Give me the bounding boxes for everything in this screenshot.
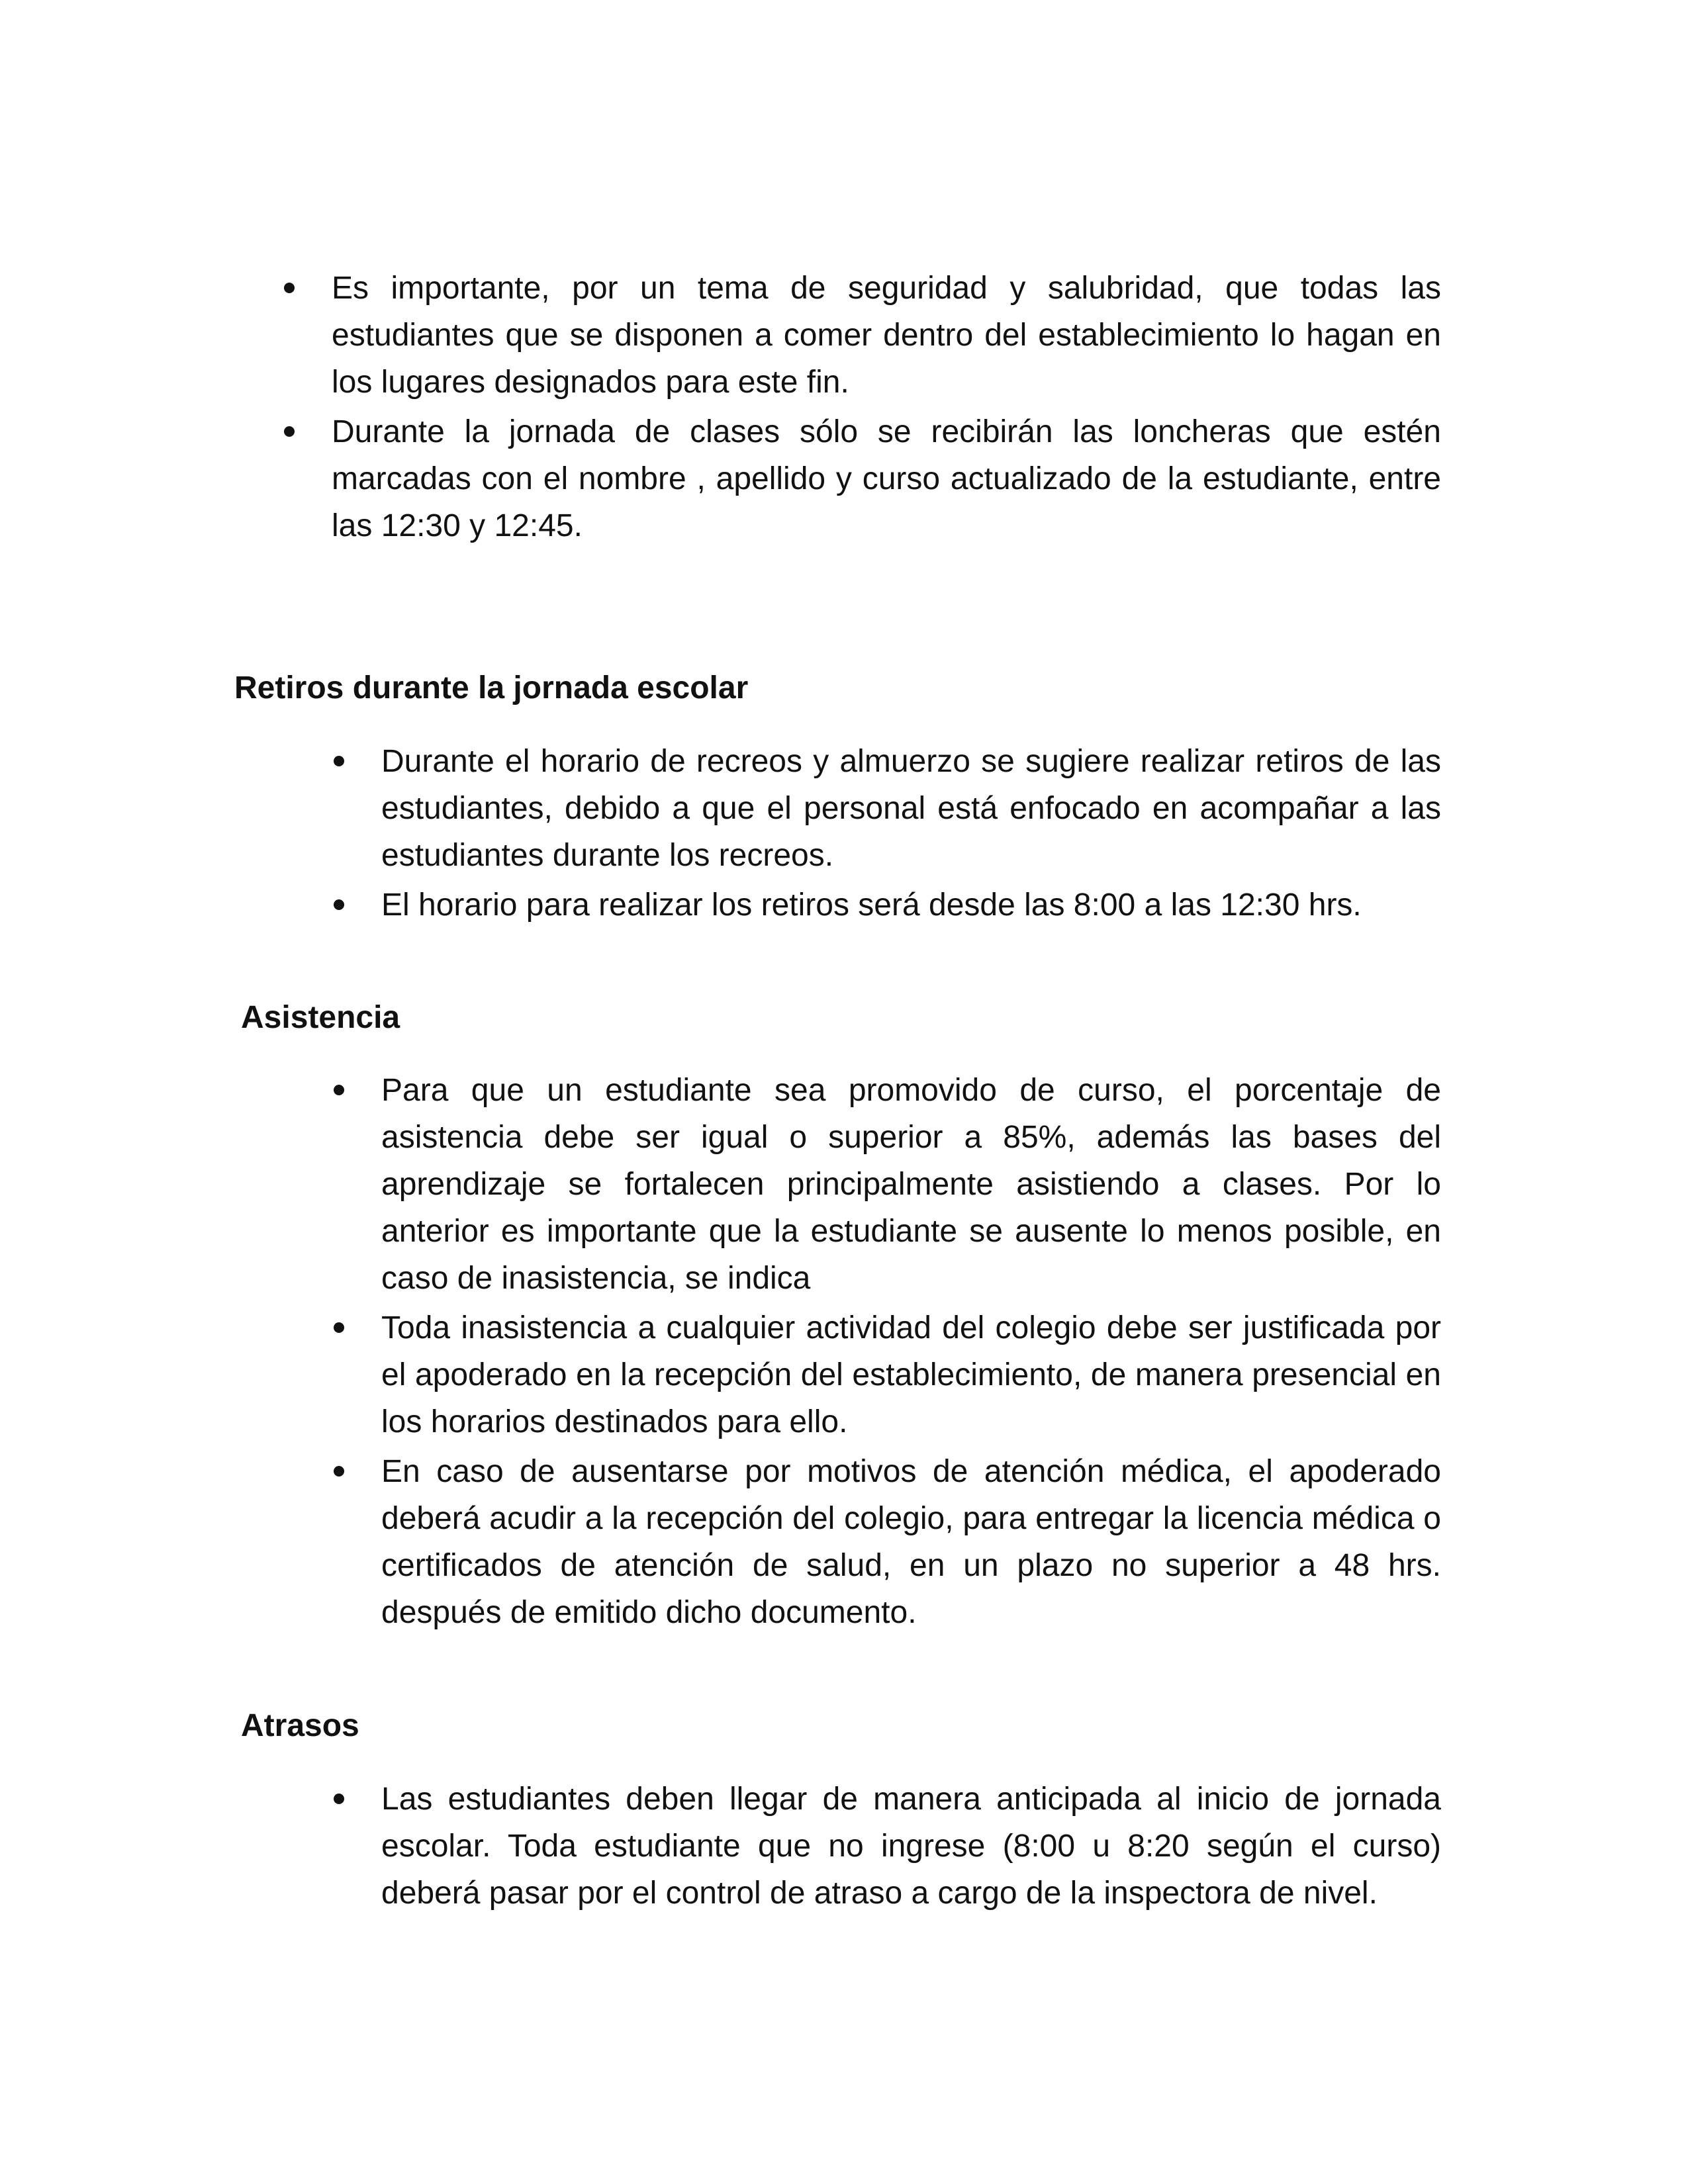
section-heading-retiros: Retiros durante la jornada escolar (234, 670, 749, 705)
bullet-icon (334, 756, 344, 766)
bullet-icon (334, 899, 344, 910)
bullet-icon (334, 1085, 344, 1095)
list-item (331, 1776, 1441, 1917)
section-heading-atrasos: Atrasos (241, 1708, 359, 1743)
list-item-text: Las estudiantes deben llegar de manera anticipada al inicio de jornada escolar. Toda estudiante que no ingrese (8:00 u 8:20 según el curso) deberá pasar por el control de atraso a cargo de la inspectora de nivel. (381, 1782, 1441, 1911)
bullet-icon (334, 1466, 344, 1477)
list-item-text: En caso de ausentarse por motivos de atención médica, el apoderado deberá acudir a la recepción del colegio, para entregar la licencia médica o certificados de atención de salud, en un plazo no superior a 48 hrs. después de emitido dicho documento. (381, 1454, 1441, 1630)
intro-list (281, 265, 1441, 552)
list-item-text: Es importante, por un tema de seguridad y salubridad, que todas las estudiantes que se disponen a comer dentro del establecimiento lo hagan en los lugares designados para este fin. (332, 271, 1441, 400)
list-item (281, 265, 1441, 406)
asistencia-list (331, 1067, 1441, 1639)
list-item (331, 882, 1441, 929)
list-item (331, 1448, 1441, 1636)
list-item-text: Durante la jornada de clases sólo se recibirán las loncheras que estén marcadas con el nombre , apellido y curso actualizado de la estudiante, entre las 12:30 y 12:45. (332, 414, 1441, 543)
list-item (331, 1304, 1441, 1445)
bullet-icon (284, 426, 295, 437)
list-item-text: Toda inasistencia a cualquier actividad del colegio debe ser justificada por el apoderado en la recepción del establecimiento, de manera presencial en los horarios destinados para ello. (381, 1310, 1441, 1439)
list-item-text: Durante el horario de recreos y almuerzo se sugiere realizar retiros de las estudiantes, debido a que el personal está enfocado en acompañar a las estudiantes durante los recreos. (381, 744, 1441, 873)
list-item-text: El horario para realizar los retiros será desde las 8:00 a las 12:30 hrs. (381, 887, 1362, 923)
list-item (331, 1067, 1441, 1302)
bullet-icon (284, 283, 295, 293)
list-item-text: Para que un estudiante sea promovido de curso, el porcentaje de asistencia debe ser igual o superior a 85%, además las bases del aprendizaje se fortalecen principalmente asistiendo a clases. Por lo anterior es importante que la estudiante se ausente lo menos posible, en caso de inasistencia, se indica (381, 1073, 1441, 1296)
atrasos-list (331, 1776, 1441, 1919)
list-item (331, 738, 1441, 879)
bullet-icon (334, 1322, 344, 1333)
retiros-list (331, 738, 1441, 931)
section-heading-asistencia: Asistencia (241, 1000, 400, 1035)
bullet-icon (334, 1794, 344, 1804)
list-item (281, 408, 1441, 549)
